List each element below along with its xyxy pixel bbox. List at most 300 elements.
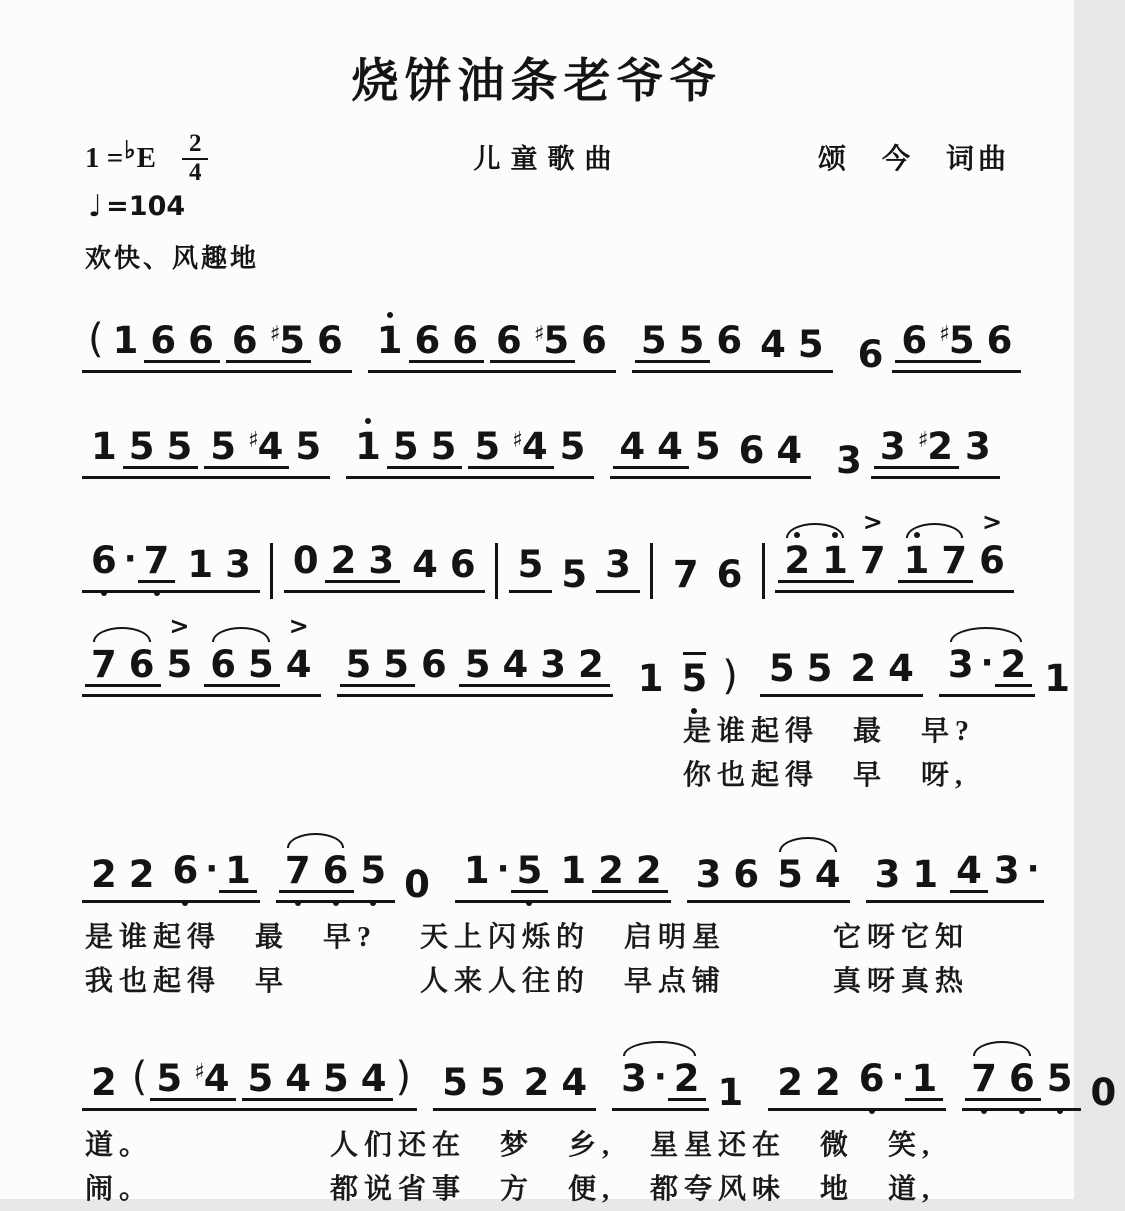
note: 7 [971, 1057, 997, 1100]
note: 3 [621, 1057, 647, 1100]
beat-group [687, 853, 769, 903]
lyric-segment: 天上闪烁的 启明星 [420, 922, 727, 953]
measure [629, 653, 744, 700]
note: ♯4 [248, 425, 284, 468]
note: 1 [112, 319, 139, 362]
accent-icon: > [288, 612, 309, 640]
sixteenth-beam [144, 319, 220, 363]
plain-group [716, 653, 744, 699]
sixteenth-beam [325, 539, 401, 583]
lyrics-line [85, 753, 1014, 797]
note: 5 [516, 849, 543, 892]
lyrics-line [85, 959, 1014, 1003]
sixteenth-beam [635, 319, 711, 363]
measure [337, 643, 613, 697]
genre-label: 儿童歌曲 [473, 144, 622, 174]
note: 3 [836, 439, 862, 482]
paren: ) [395, 1054, 412, 1100]
paren: ) [722, 653, 738, 699]
note: 5 [430, 425, 457, 468]
meter-denominator: 4 [188, 159, 202, 187]
barline [495, 543, 498, 599]
accent-icon: > [169, 612, 190, 640]
sixteenth-beam [511, 849, 549, 893]
lyrics-line [85, 709, 1014, 753]
notation-system [82, 508, 1014, 596]
note: 6 [414, 319, 441, 362]
augmentation-dot: · [653, 1057, 667, 1097]
note: 6 [210, 643, 236, 686]
plain-group [708, 553, 752, 596]
augmentation-dot: · [123, 539, 137, 579]
sixteenth-beam [905, 1057, 943, 1101]
note: 3 [368, 539, 395, 582]
note: 6 [128, 643, 155, 686]
note: 4 [888, 647, 914, 690]
note: 6 [231, 319, 258, 362]
note: 7 > [859, 508, 886, 582]
note: 4 [760, 323, 786, 366]
beat-group [962, 1057, 1081, 1111]
sixteenth-beam [340, 643, 416, 687]
lyric-segment: 我也起得 早 [85, 966, 290, 997]
measure [768, 1057, 946, 1111]
beat-group [82, 425, 201, 479]
note: 3 [879, 425, 906, 468]
note: 6 [716, 553, 743, 596]
sixteenth-beam [898, 539, 974, 583]
measure [433, 1061, 596, 1111]
note: 5 [561, 553, 588, 596]
beat-group [612, 1057, 708, 1111]
beat-group [871, 425, 1000, 479]
beat-group [284, 539, 403, 593]
accent-icon: > [862, 508, 883, 536]
plain-group [395, 863, 439, 906]
augmentation-dot: · [891, 1057, 905, 1097]
note: 1 [912, 853, 939, 896]
beat-group [82, 316, 223, 373]
beat-group [841, 647, 923, 697]
note: 7 [284, 849, 311, 892]
note: 2 [91, 1061, 117, 1104]
plain-group [1081, 1071, 1125, 1114]
note: 6 [172, 849, 199, 892]
note: 3 [605, 543, 631, 586]
key-prefix: 1 = [85, 142, 124, 175]
song-title: 烧饼油条老爷爷 [351, 56, 723, 108]
beat-group [164, 849, 260, 903]
beat-group [730, 429, 812, 479]
note: 4 [360, 1057, 387, 1100]
note: 6 [452, 319, 479, 362]
beat-group [239, 1054, 418, 1111]
note: 6 [421, 643, 447, 686]
beat-group [760, 647, 842, 697]
lyrics-line [85, 915, 1014, 959]
measure [284, 539, 485, 593]
beat-group [82, 539, 178, 593]
note: 6 [716, 319, 743, 362]
lyrics-line [85, 1167, 1014, 1211]
note: 6 [150, 319, 177, 362]
rest-note: 0 [404, 863, 430, 906]
lyric-segment: 闹。 [85, 1174, 154, 1205]
lyric-segment: 你也起得 早 呀, [683, 760, 969, 791]
note: 5 [797, 323, 824, 366]
note: 6 [857, 333, 884, 376]
measure [827, 425, 1000, 482]
sharp-icon: ♯ [939, 322, 950, 347]
sixteenth-beam [965, 1057, 1041, 1101]
sixteenth-beam [204, 643, 280, 687]
note: ♯2 [917, 425, 953, 468]
notation-system [82, 421, 1014, 482]
sixteenth-beam [895, 319, 980, 363]
note: 1 [717, 1071, 744, 1114]
notation-system [82, 845, 1040, 906]
measure [849, 319, 1022, 376]
beat-group [82, 853, 164, 903]
beat-group [866, 853, 948, 903]
note: 5 > [166, 612, 193, 686]
measure [939, 643, 1079, 700]
beat-group [632, 319, 751, 373]
lyrics-block [85, 1123, 1014, 1211]
sixteenth-beam [409, 319, 485, 363]
accent-icon: > [981, 508, 1003, 536]
note: 5 [678, 319, 705, 362]
lyric-segment: 星星还在 微 笑, [650, 1130, 936, 1161]
note: 4 > [285, 612, 312, 686]
beat-group [346, 425, 465, 479]
note: 2 [673, 1057, 700, 1100]
note: 4 [956, 849, 982, 892]
sixteenth-beam [490, 319, 575, 363]
note: 5 [345, 643, 372, 686]
measure [664, 553, 752, 596]
note: 1 [822, 539, 848, 582]
augmentation-dot: · [980, 643, 994, 683]
measure [632, 319, 833, 373]
lyric-segment: 它呀它知 [833, 922, 970, 953]
note: 5 [210, 425, 236, 468]
slur-arc [942, 643, 1032, 687]
note: 2 [578, 643, 604, 686]
note: 5 [474, 425, 501, 468]
note: 4 [619, 425, 646, 468]
note: 6 [986, 319, 1013, 362]
measure [82, 849, 260, 903]
lyric-segment: 人们还在 梦 乡, [330, 1130, 616, 1161]
measure [368, 319, 616, 373]
note: ♯4 [512, 425, 548, 468]
beat-group [768, 1061, 850, 1111]
note: 5 [464, 643, 491, 686]
augmentation-dot: · [1026, 849, 1040, 889]
expression-marking: 欢快、风趣地 [85, 244, 260, 273]
lyric-segment: 是谁起得 最 早? [683, 716, 976, 747]
measure [82, 316, 352, 373]
tempo-value: =104 [106, 191, 186, 222]
note: 6 [738, 429, 765, 472]
note: 6 [91, 539, 117, 582]
measure [82, 1054, 417, 1111]
note: ♯5 [939, 319, 975, 362]
paren: ( [131, 1054, 148, 1100]
note: 5 [681, 657, 708, 700]
note: 5 [768, 647, 795, 690]
measure [346, 425, 594, 479]
sixteenth-beam [150, 1057, 235, 1101]
beat-group [515, 1061, 597, 1111]
beat-group [751, 323, 833, 373]
note: 1 [637, 657, 664, 700]
note: 3 [695, 853, 722, 896]
sixteenth-beam [459, 643, 610, 687]
note: 5 [248, 643, 274, 686]
measure [610, 425, 811, 479]
plain-group [673, 657, 717, 700]
beat-group [775, 508, 894, 593]
note: 2 [523, 1061, 550, 1104]
notation-system [82, 1053, 1117, 1114]
note: 4 [561, 1061, 588, 1104]
note: 5 [323, 1057, 349, 1100]
sixteenth-beam [85, 643, 161, 687]
note: 6 [317, 319, 343, 362]
note: 1 [560, 849, 587, 892]
slur-arc [85, 643, 161, 687]
measure [962, 1057, 1125, 1114]
sharp-icon: ♯ [248, 428, 259, 453]
beat-group [82, 1061, 126, 1111]
beat-group [487, 319, 616, 373]
key-letter: E [136, 142, 156, 175]
note: 5 [360, 849, 387, 892]
plain-group [629, 657, 673, 700]
note: 2 [815, 1061, 841, 1104]
beat-group [596, 543, 640, 593]
plain-group [1035, 657, 1079, 700]
note: 6 [581, 319, 607, 362]
note: 3 [225, 543, 251, 586]
note: 5 [777, 853, 803, 896]
note: 2 [330, 539, 357, 582]
sharp-icon: ♯ [194, 1060, 205, 1085]
notation-system [82, 315, 1014, 376]
note: 5 [517, 543, 544, 586]
sixteenth-beam [950, 849, 988, 893]
note: 5 [128, 425, 155, 468]
beat-group [939, 643, 1035, 697]
sixteenth-beam [279, 849, 355, 893]
beat-group [368, 319, 487, 373]
note: 4 [814, 853, 841, 896]
slur-arc [898, 539, 974, 583]
measure [82, 425, 330, 479]
note: 7 [143, 539, 170, 582]
beat-group [201, 612, 320, 697]
slur-arc [778, 539, 854, 583]
note: 4 [776, 429, 803, 472]
note: 2 [1000, 643, 1027, 686]
rest-note: 0 [292, 539, 319, 582]
note: 6 [733, 853, 760, 896]
note: 2 [598, 849, 624, 892]
beat-group [456, 643, 613, 697]
note: 7 [672, 553, 699, 596]
rest-note: 0 [1090, 1071, 1117, 1114]
time-signature [182, 131, 209, 187]
sixteenth-beam [778, 539, 854, 583]
note: ♯5 [269, 319, 306, 362]
measure [866, 849, 1044, 903]
plain-group [664, 553, 708, 596]
note: 5 [392, 425, 419, 468]
beat-group [892, 319, 1021, 373]
barline [762, 543, 765, 599]
note: 6 [322, 849, 349, 892]
sharp-icon: ♯ [512, 428, 523, 453]
note: 3 [540, 643, 566, 686]
note: 5 [640, 319, 667, 362]
note: 3 [874, 853, 901, 896]
note: 2 [784, 539, 811, 582]
sixteenth-beam [204, 425, 289, 469]
note: 5 [1046, 1057, 1073, 1100]
sixteenth-beam [123, 425, 199, 469]
lyrics-block [85, 915, 1014, 1003]
paren: ( [88, 316, 104, 362]
sixteenth-beam [138, 539, 176, 583]
measure [775, 508, 1014, 593]
note: 6 [858, 1057, 885, 1100]
note: 6 [188, 319, 214, 362]
slur-arc [279, 849, 355, 893]
beat-group [895, 508, 1014, 593]
note: 1 [911, 1057, 938, 1100]
measure [612, 1057, 752, 1114]
beat-group [610, 425, 729, 479]
note: 5 [295, 425, 322, 468]
note: 5 [166, 425, 193, 468]
sharp-icon: ♯ [533, 322, 545, 347]
sixteenth-beam [468, 425, 553, 469]
beat-group [178, 543, 260, 593]
note: 6 [1008, 1057, 1035, 1100]
slur-arc [965, 1057, 1041, 1101]
beat-group [947, 849, 1043, 903]
beat-group [465, 425, 594, 479]
sixteenth-beam [592, 849, 668, 893]
note: 5 [442, 1061, 468, 1104]
beat-group [337, 643, 456, 697]
note: 4 [285, 1057, 312, 1100]
plain-group [552, 553, 596, 596]
lyric-segment: 都夸风味 地 道, [650, 1174, 936, 1205]
slur-arc [204, 643, 280, 687]
note: 4 [502, 643, 529, 686]
note: 1 [91, 425, 117, 468]
note: 1 [903, 539, 930, 582]
note: 2 [850, 647, 877, 690]
beat-group [433, 1061, 515, 1111]
note: 6 [449, 543, 476, 586]
augmentation-dot: · [496, 849, 510, 889]
note: 5 [479, 1061, 506, 1104]
note: 1 [1044, 657, 1071, 700]
note: 2 [777, 1061, 804, 1104]
note: ♯4 [194, 1057, 230, 1100]
sixteenth-beam [668, 1057, 706, 1101]
beat-group [276, 849, 395, 903]
note: 1 [463, 849, 490, 892]
lyric-segment: 是谁起得 最 早? [85, 922, 378, 953]
note: 1 [187, 543, 214, 586]
note: 5 [694, 425, 721, 468]
tempo-marking [88, 189, 1074, 224]
sixteenth-beam [874, 425, 959, 469]
barline [650, 543, 653, 599]
note: 5 [247, 1057, 274, 1100]
sixteenth-beam [613, 425, 689, 469]
note: 6 > [979, 508, 1005, 582]
meta-row [85, 127, 1010, 187]
barline [270, 543, 273, 599]
note: 5 [156, 1057, 183, 1100]
note: 5 [559, 425, 586, 468]
note: 6 [496, 319, 522, 362]
sixteenth-beam [387, 425, 463, 469]
beat-group [768, 853, 850, 903]
lyric-segment: 真呀真热 [833, 966, 970, 997]
beat-group [551, 849, 670, 903]
note: 5 [806, 647, 833, 690]
flat-icon: ♭ [124, 138, 136, 165]
note: 4 [657, 425, 683, 468]
measure [509, 543, 640, 596]
sixteenth-beam [995, 643, 1033, 687]
note: 7 [941, 539, 968, 582]
beat-group [850, 1057, 946, 1111]
note: 7 [91, 643, 117, 686]
measure [455, 849, 671, 903]
note: 6 [901, 319, 928, 362]
plain-group [849, 333, 893, 376]
plain-group [709, 1071, 753, 1114]
note: 2 [635, 849, 662, 892]
key-signature [85, 131, 208, 187]
beat-group [126, 1054, 239, 1111]
lyric-segment: 都说省事 方 便, [330, 1174, 616, 1205]
slur-arc [771, 853, 847, 896]
beat-group [455, 849, 551, 903]
sharp-icon: ♯ [917, 428, 929, 453]
lyric-segment: 道。 [85, 1130, 154, 1161]
note: 2 [128, 853, 155, 896]
beat-group [509, 543, 553, 593]
beat-group [403, 543, 485, 593]
note: 4 [412, 543, 438, 586]
measure [687, 853, 850, 903]
lyrics-line [85, 1123, 1014, 1167]
sixteenth-beam [226, 319, 311, 363]
sharp-icon: ♯ [269, 322, 281, 347]
measure [82, 612, 321, 697]
note: 3 [947, 643, 974, 686]
note: 1 [225, 849, 251, 892]
